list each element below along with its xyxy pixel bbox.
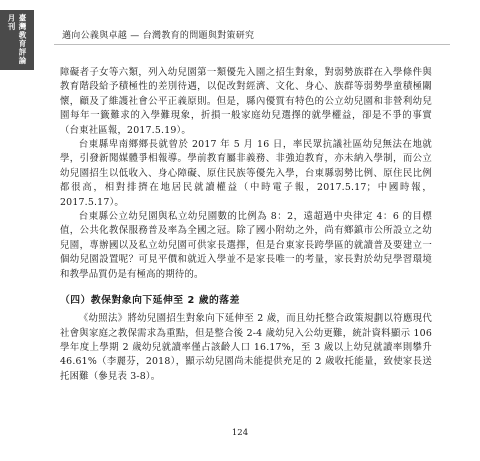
side-tab-label: 臺灣教育評論月刊 bbox=[7, 14, 27, 65]
side-chapter-tab bbox=[0, 10, 34, 70]
section-heading: （四）教保對象向下延伸至 2 歲的落差 bbox=[60, 295, 240, 307]
body-paragraph: 台東縣卑南鄉鄉長就曾於 2017 年 5 月 16 日，率民眾抗議社區幼兒無法在地就學，引發新聞媒體爭相報導。學前教育屬非義務、非強迫教育，亦未納入學制，而公立幼兒園招生以低收入、身心障礙、原住民族等優先入學，台東縣弱勢比例、原住民比例都很高，相對排擠在地居民就讀權益（中時電子報，2017.5.17；中國時報，2017.5.17）。 bbox=[60, 139, 432, 208]
page-body bbox=[60, 66, 432, 384]
running-header-title: 邁向公義與卓越 — 台灣教育的問題與對策研究 bbox=[62, 31, 255, 41]
header-divider bbox=[54, 44, 450, 45]
body-paragraph: 《幼照法》將幼兒園招生對象向下延伸至 2 歲，而且幼托整合政策規劃以符應現代社會與家庭之教保需求為重點，但是整合後 2-4 歲幼兒入公幼更難，統計資料顯示 106 學年度上學期 2 歲幼兒就讀率僅占該齡人口 16.17%，至 3 歲以上幼兒就讀率則攀升 46.61%（李麗芬，2018），顯示幼兒園尚未能提供充足的 2 歲收托能量，致使家長送托困難（參見表 3-8）。 bbox=[60, 313, 432, 382]
page-number: 124 bbox=[231, 428, 249, 438]
body-paragraph: 障礙者子女等六類，列入幼兒園第一類優先入園之招生對象，對弱勢族群在入學條件與教育階段給予積極性的差別待遇，以促改對經濟、文化、身心、族群等弱勢學童積極關懷，顧及了維護社會公平正義原則。但是，縣內優質有特色的公立幼兒園和非營利幼兒園每年一籤難求的入學難現象，折損一般家庭幼兒選擇的就學權益，卻是不爭的事實（台東社區報，2017.5.19）。 bbox=[60, 67, 432, 136]
body-paragraph: 台東縣公立幼兒園與私立幼兒園數的比例為 8：2，遠超過中央律定 4：6 的目標值，公共化教保服務普及率為全國之冠。除了國小附幼之外，尚有鄉鎮市公所設立之幼兒園，專辦國以及私立幼兒園可供家長選擇，但是台東家長跨學區的就讀普及要建立一個幼兒園設置呢？可見平價和就近入學並不是家長唯一的考量，家長對於幼兒學習環境和教學品質仍是有極高的期待的。 bbox=[60, 211, 432, 280]
